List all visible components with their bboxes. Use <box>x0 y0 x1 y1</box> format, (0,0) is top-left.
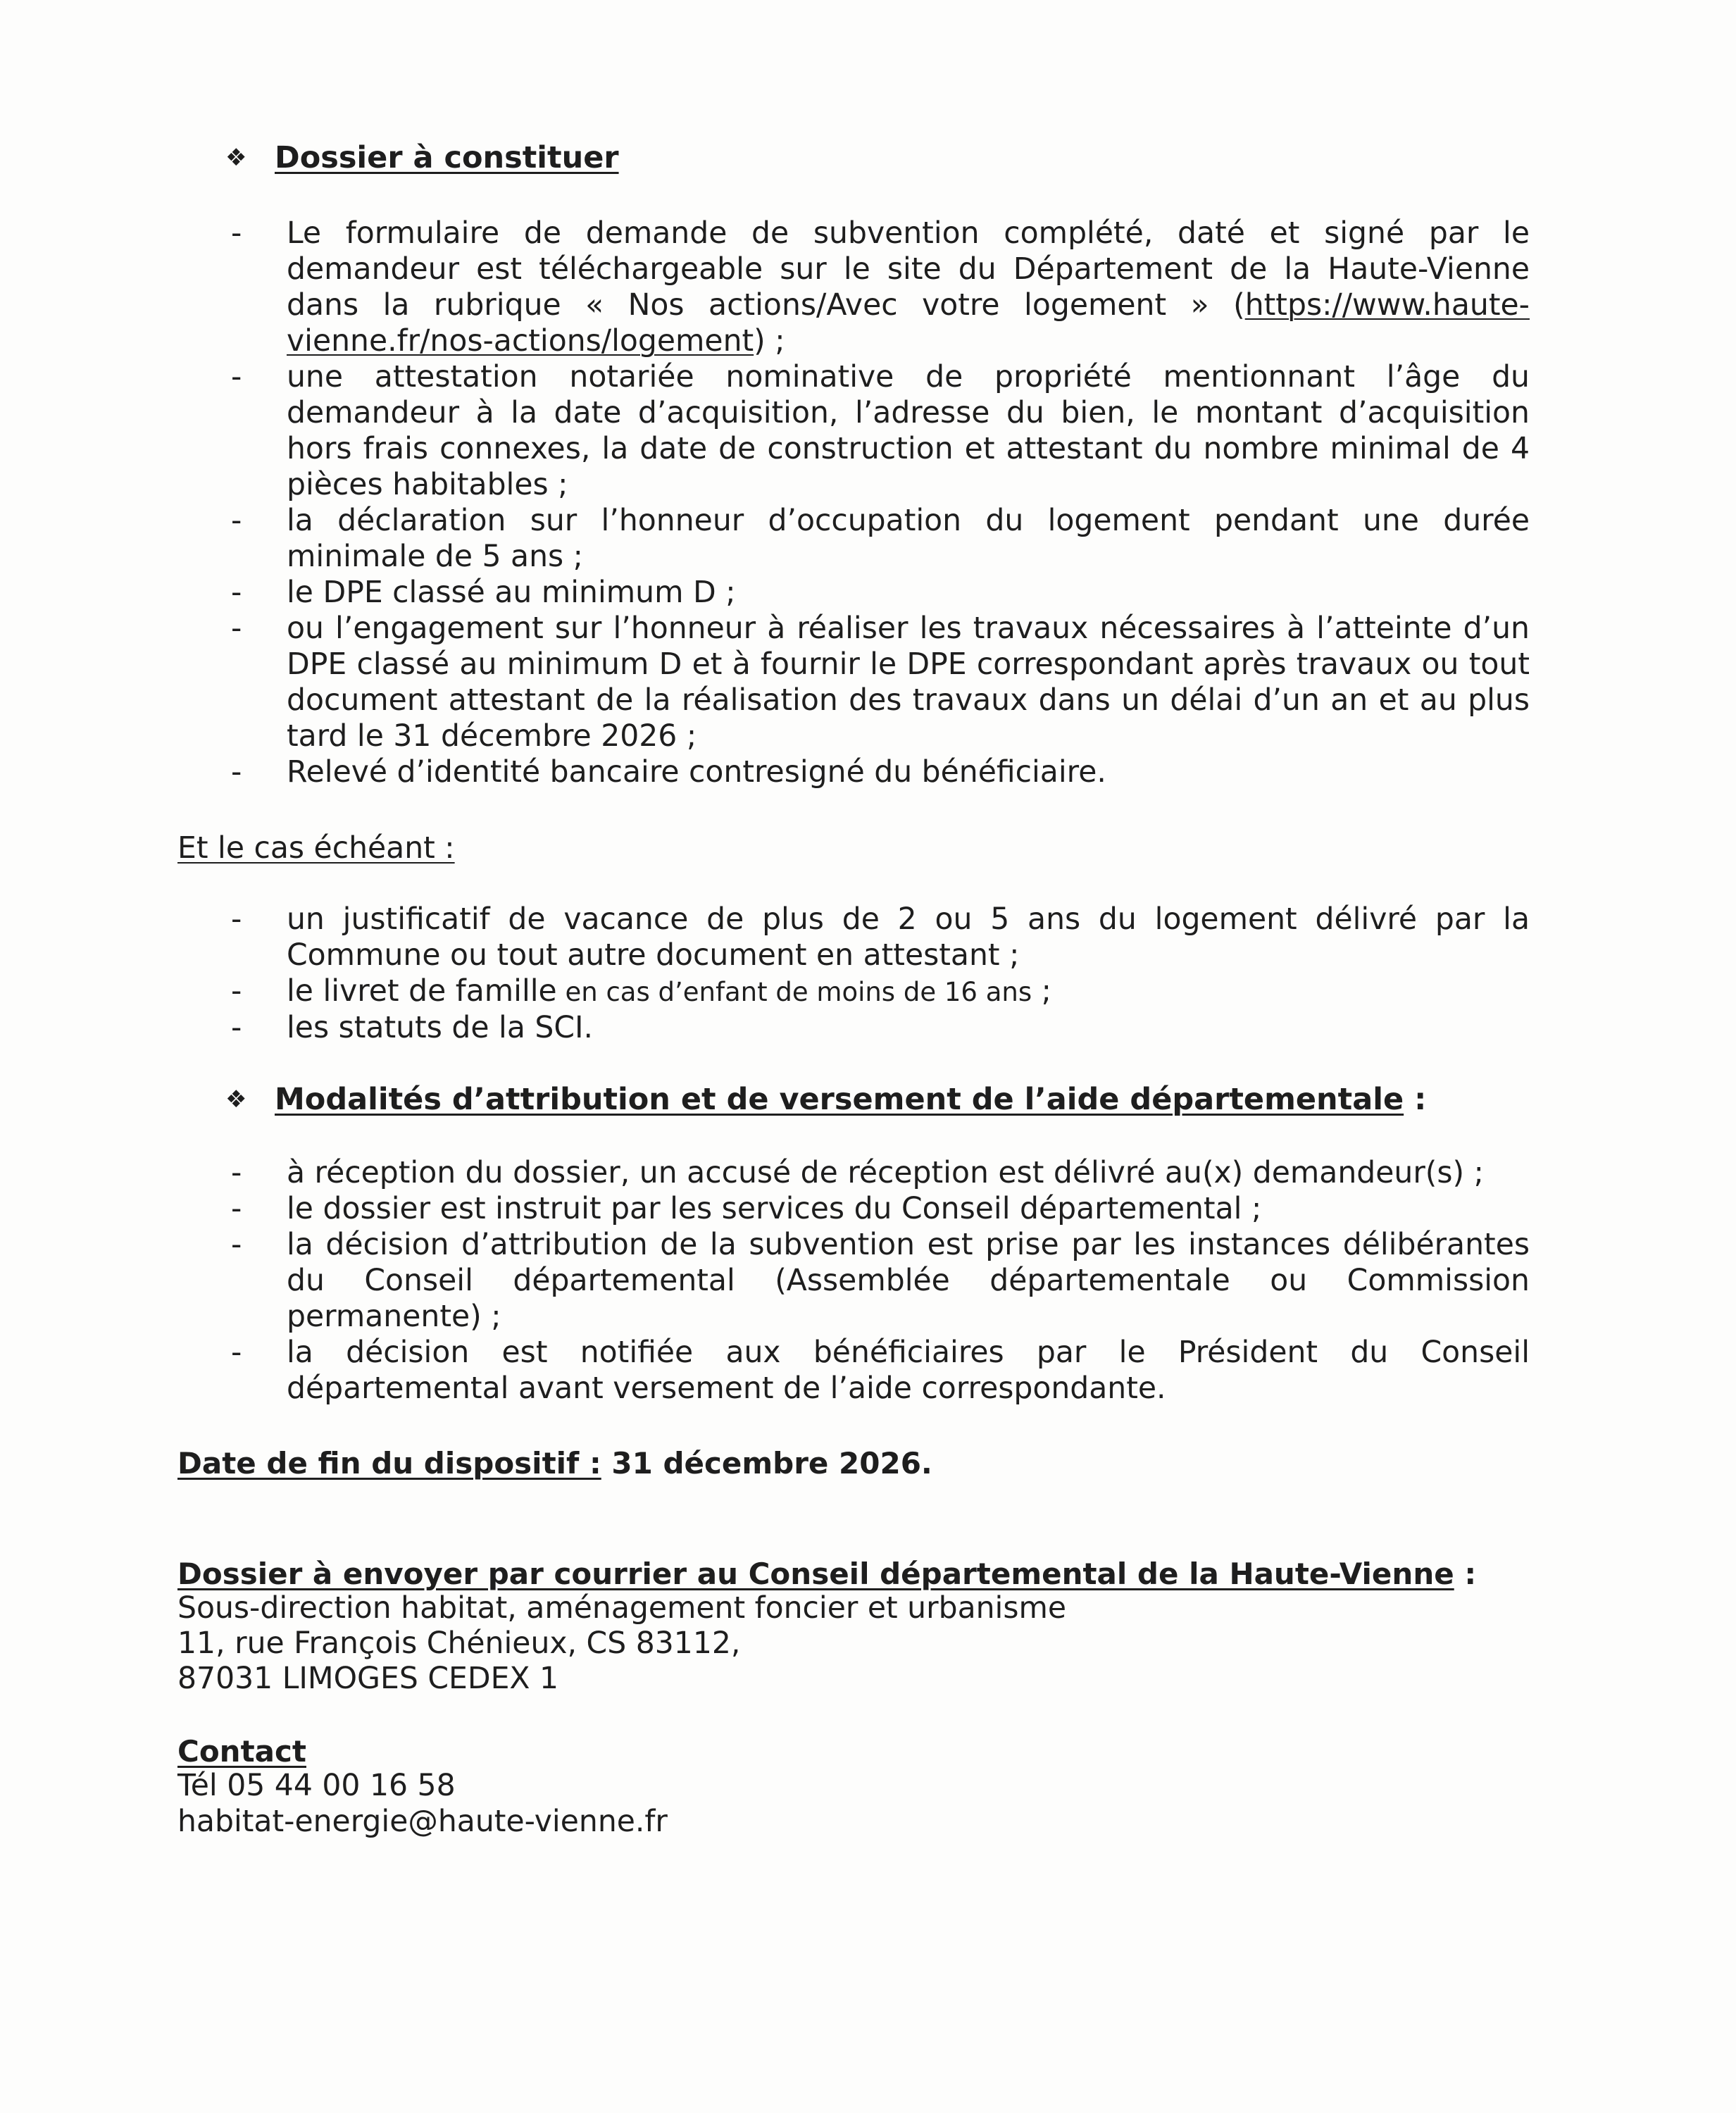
envoi-heading: Dossier à envoyer par courrier au Conseil départemental de la Haute-Vienne : <box>177 1557 1477 1591</box>
diamond-bullet-icon: ❖ <box>225 144 247 172</box>
list-item: - la décision est notifiée aux bénéficiaires par le Président du Conseil départemental avant versement de l’aide correspondante. <box>231 1335 1530 1406</box>
list-item: - le DPE classé au minimum D ; <box>231 575 736 610</box>
dossier-list <box>227 216 1530 790</box>
list-item: - le dossier est instruit par les services du Conseil départemental ; <box>231 1192 1262 1226</box>
end-date: Date de fin du dispositif : 31 décembre 2026. <box>177 1446 932 1481</box>
list-item: - une attestation notariée nominative de propriété mentionnant l’âge du demandeur à la date d’acquisition, l’adresse du bien, le montant d’acquisition hors frais connexes, la date de construction et attestant du nombre minimal de 4 pièces habitables ; <box>231 360 1530 502</box>
list-item: - Relevé d’identité bancaire contresigné du bénéficiaire. <box>231 755 1106 790</box>
modalites-list <box>227 1155 1530 1407</box>
section-title-modalites: ❖ Modalités d’attribution et de versement de l’aide départementale : <box>225 1082 1427 1117</box>
contact-heading: Contact <box>177 1734 306 1769</box>
site-link[interactable]: https://www.haute-vienne.fr/nos-actions/logement <box>287 288 1530 359</box>
list-item: - un justificatif de vacance de plus de 2 ou 5 ans du logement délivré par la Commune ou tout autre document en attestant ; <box>231 902 1530 973</box>
list-item: - les statuts de la SCI. <box>231 1011 594 1045</box>
cas-list <box>227 902 1530 1046</box>
list-item: - Le formulaire de demande de subvention complété, daté et signé par le demandeur est téléchargeable sur le site du Département de la Haute-Vienne dans la rubrique « Nos actions/Avec votre logement » (https://www.haute-vienne.fr/nos-actions/logement) ; <box>231 216 1530 359</box>
list-item: - la décision d’attribution de la subvention est prise par les instances délibérantes du Conseil départemental (Assemblée départementale ou Commission permanente) ; <box>231 1228 1530 1334</box>
cas-echeant-heading: Et le cas échéant : <box>177 831 455 866</box>
list-item: - ou l’engagement sur l’honneur à réaliser les travaux nécessaires à l’atteinte d’un DPE classé au minimum D et à fournir le DPE correspondant après travaux ou tout document attestant de la réalisation des travaux dans un délai d’un an et au plus tard le 31 décembre 2026 ; <box>231 611 1530 754</box>
list-item: - à réception du dossier, un accusé de réception est délivré au(x) demandeur(s) ; <box>231 1156 1484 1190</box>
contact-phone: Tél 05 44 00 16 58 <box>177 1769 456 1803</box>
section-title-dossier: ❖ Dossier à constituer <box>225 140 619 175</box>
address-line-1: Sous-direction habitat, aménagement foncier et urbanisme <box>177 1591 1067 1626</box>
list-item: - la déclaration sur l’honneur d’occupation du logement pendant une durée minimale de 5 ans ; <box>231 504 1530 574</box>
address-line-3: 87031 LIMOGES CEDEX 1 <box>177 1662 559 1696</box>
diamond-bullet-icon: ❖ <box>225 1085 247 1114</box>
contact-email[interactable]: habitat-energie@haute-vienne.fr <box>177 1805 668 1839</box>
address-line-2: 11, rue François Chénieux, CS 83112, <box>177 1626 741 1661</box>
list-item: - le livret de famille en cas d’enfant de moins de 16 ans ; <box>231 974 1051 1009</box>
